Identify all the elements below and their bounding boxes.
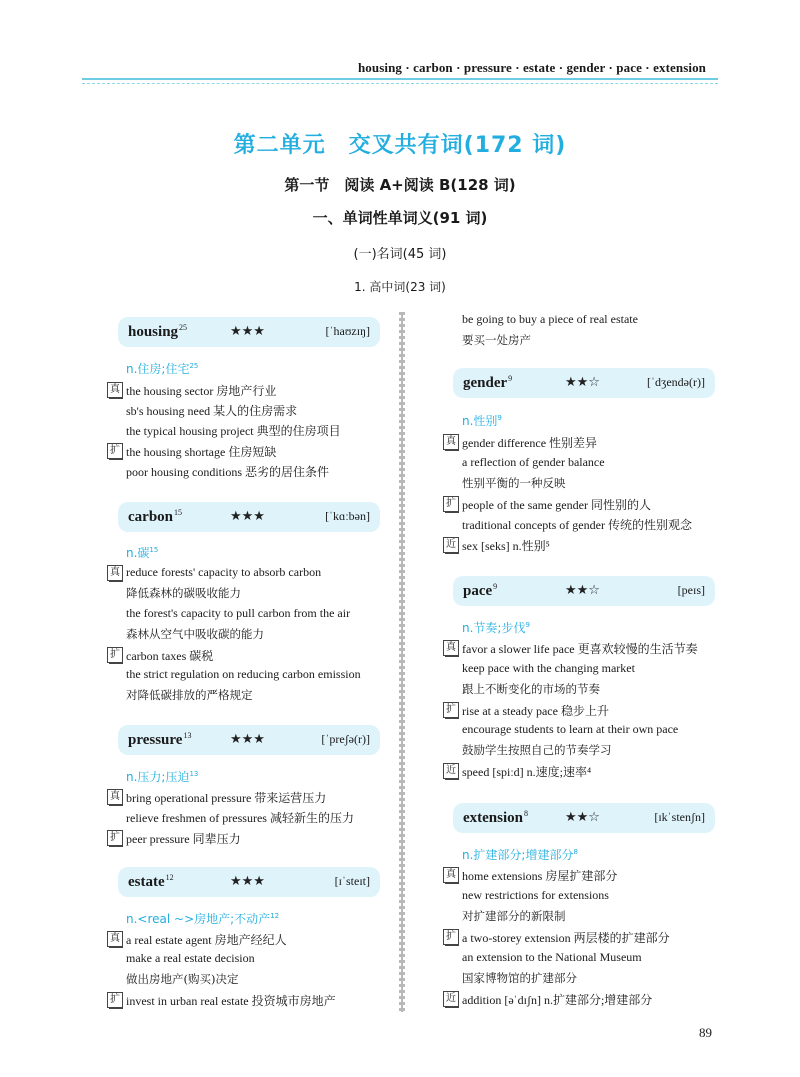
stars-rating: ★★★	[230, 874, 265, 889]
example-line: invest in urban real estate 投资城市房地产	[126, 994, 336, 1008]
part-of-speech: n.碳$^{15}$	[126, 546, 159, 560]
example-line: an extension to the National Museum	[462, 950, 642, 964]
tag-kuo: 扩	[107, 830, 123, 846]
synonym-line: speed [spiːd] n.速度;速率⁴	[462, 765, 592, 779]
tag-zhen: 真	[107, 789, 123, 805]
word-headword: housing$^{25}$	[128, 323, 188, 340]
subsection-title: 一、单词性单词义(91 词)	[312, 209, 488, 227]
phonetic: [ɪkˈstenʃn]	[654, 810, 705, 824]
phonetic: [ˈpreʃə(r)]	[321, 732, 370, 746]
example-line: carbon taxes 碳税	[126, 649, 214, 663]
word-card-pace	[453, 576, 715, 606]
synonym-line: addition [əˈdɪʃn] n.扩建部分;增建部分	[462, 993, 653, 1007]
example-line: the forest's capacity to pull carbon from the air	[126, 606, 351, 620]
tag-zhen: 真	[443, 640, 459, 656]
tag-zhen: 真	[443, 867, 459, 883]
level-title: 1. 高中词(23 词)	[354, 280, 446, 294]
phonetic: [ˈkɑːbən]	[325, 509, 370, 523]
example-line: a real estate agent 房地产经纪人	[126, 933, 287, 947]
page-number: 89	[699, 1025, 712, 1040]
tag-jin: 近	[443, 537, 459, 553]
example-line: favor a slower life pace 更喜欢较慢的生活节奏	[462, 642, 698, 656]
phonetic: [ˈdʒendə(r)]	[647, 375, 705, 389]
tag-kuo: 扩	[107, 443, 123, 459]
tag-zhen: 真	[107, 931, 123, 947]
word-headword: pressure$^{13}$	[128, 731, 192, 748]
tag-kuo: 扩	[107, 992, 123, 1008]
tag-kuo: 扩	[443, 702, 459, 718]
phonetic: [ˈhaʊzɪŋ]	[325, 324, 370, 338]
example-line: 降低森林的碳吸收能力	[126, 586, 241, 600]
word-card-pressure	[118, 725, 380, 755]
stars-rating: ★★☆	[565, 583, 600, 598]
example-line: home extensions 房屋扩建部分	[462, 869, 618, 883]
example-line: 森林从空气中吸收碳的能力	[126, 627, 264, 641]
word-card-extension	[453, 803, 715, 833]
example-line: people of the same gender 同性别的人	[462, 498, 651, 512]
example-line: a reflection of gender balance	[462, 455, 605, 469]
header-rule-dashed	[82, 83, 718, 84]
word-card-carbon	[118, 502, 380, 532]
example-line: 国家博物馆的扩建部分	[462, 971, 577, 985]
tag-kuo: 扩	[443, 496, 459, 512]
example-line: encourage students to learn at their own pace	[462, 722, 679, 736]
header-word-list: housing · carbon · pressure · estate · gender · pace · extension	[357, 60, 706, 75]
stars-rating: ★★★	[230, 324, 265, 339]
example-line: the housing shortage 住房短缺	[126, 445, 277, 459]
example-line: the housing sector 房地产行业	[126, 384, 277, 398]
example-line: 对扩建部分的新限制	[462, 909, 566, 923]
example-line: 做出房地产(购买)决定	[126, 972, 239, 986]
tag-jin: 近	[443, 763, 459, 779]
word-headword: pace$^9$	[463, 582, 498, 599]
unit-title: 第二单元 交叉共有词(172 词)	[233, 133, 567, 158]
synonym-line: sex [seks] n.性别⁵	[462, 539, 550, 553]
tag-zhen: 真	[443, 434, 459, 450]
example-line: the typical housing project 典型的住房项目	[126, 424, 341, 438]
tag-kuo: 扩	[107, 647, 123, 663]
word-headword: extension$^8$	[463, 809, 528, 826]
tag-kuo: 扩	[443, 929, 459, 945]
example-line: make a real estate decision	[126, 951, 255, 965]
example-line: gender difference 性别差异	[462, 436, 598, 450]
example-line: a two-storey extension 两层楼的扩建部分	[462, 931, 670, 945]
part-of-speech: n.<real ~>房地产;不动产$^{12}$	[126, 912, 280, 926]
tag-jin: 近	[443, 991, 459, 1007]
stars-rating: ★★★	[230, 732, 265, 747]
noun-title: (一)名词(45 词)	[353, 247, 447, 262]
example-line: keep pace with the changing market	[462, 661, 635, 675]
example-line: be going to buy a piece of real estate	[462, 312, 638, 326]
example-line: reduce forests' capacity to absorb carbon	[126, 565, 322, 579]
word-headword: estate$^{12}$	[128, 873, 174, 890]
phonetic: [peɪs]	[677, 583, 705, 597]
example-line: 鼓励学生按照自己的节奏学习	[462, 743, 612, 757]
example-line: traditional concepts of gender 传统的性别观念	[462, 518, 692, 532]
word-headword: carbon$^{15}$	[128, 508, 182, 525]
example-line: the strict regulation on reducing carbon emission	[126, 667, 361, 681]
example-line: 对降低碳排放的严格规定	[126, 688, 253, 702]
example-line: peer pressure 同辈压力	[126, 832, 241, 846]
example-line: rise at a steady pace 稳步上升	[462, 704, 609, 718]
example-line: 性别平衡的一种反映	[462, 476, 566, 490]
stars-rating: ★★☆	[565, 375, 600, 390]
example-line: sb's housing need 某人的住房需求	[126, 404, 298, 418]
example-line: relieve freshmen of pressures 减轻新生的压力	[126, 811, 354, 825]
word-headword: gender$^9$	[463, 374, 513, 391]
phonetic: [ɪˈsteɪt]	[334, 874, 370, 888]
part-of-speech: n.扩建部分;增建部分$^8$	[462, 848, 578, 862]
column-divider	[399, 312, 405, 1012]
part-of-speech: n.节奏;步伐$^9$	[462, 621, 530, 635]
tag-zhen: 真	[107, 565, 123, 581]
example-line: 跟上不断变化的市场的节奏	[462, 682, 600, 696]
part-of-speech: n.性别$^9$	[462, 414, 502, 428]
word-card-housing	[118, 317, 380, 347]
example-line: 要买一处房产	[462, 333, 531, 347]
example-line: poor housing conditions 恶劣的居住条件	[126, 465, 329, 479]
example-line: bring operational pressure 带来运营压力	[126, 791, 327, 805]
part-of-speech: n.住房;住宅$^{25}$	[126, 362, 199, 376]
tag-zhen: 真	[107, 382, 123, 398]
section-title: 第一节 阅读 A+阅读 B(128 词)	[284, 176, 516, 194]
word-card-estate	[118, 867, 380, 897]
stars-rating: ★★★	[230, 509, 265, 524]
stars-rating: ★★☆	[565, 810, 600, 825]
word-card-gender	[453, 368, 715, 398]
header-rule	[82, 78, 718, 80]
part-of-speech: n.压力;压迫$^{13}$	[126, 770, 199, 784]
example-line: new restrictions for extensions	[462, 888, 609, 902]
